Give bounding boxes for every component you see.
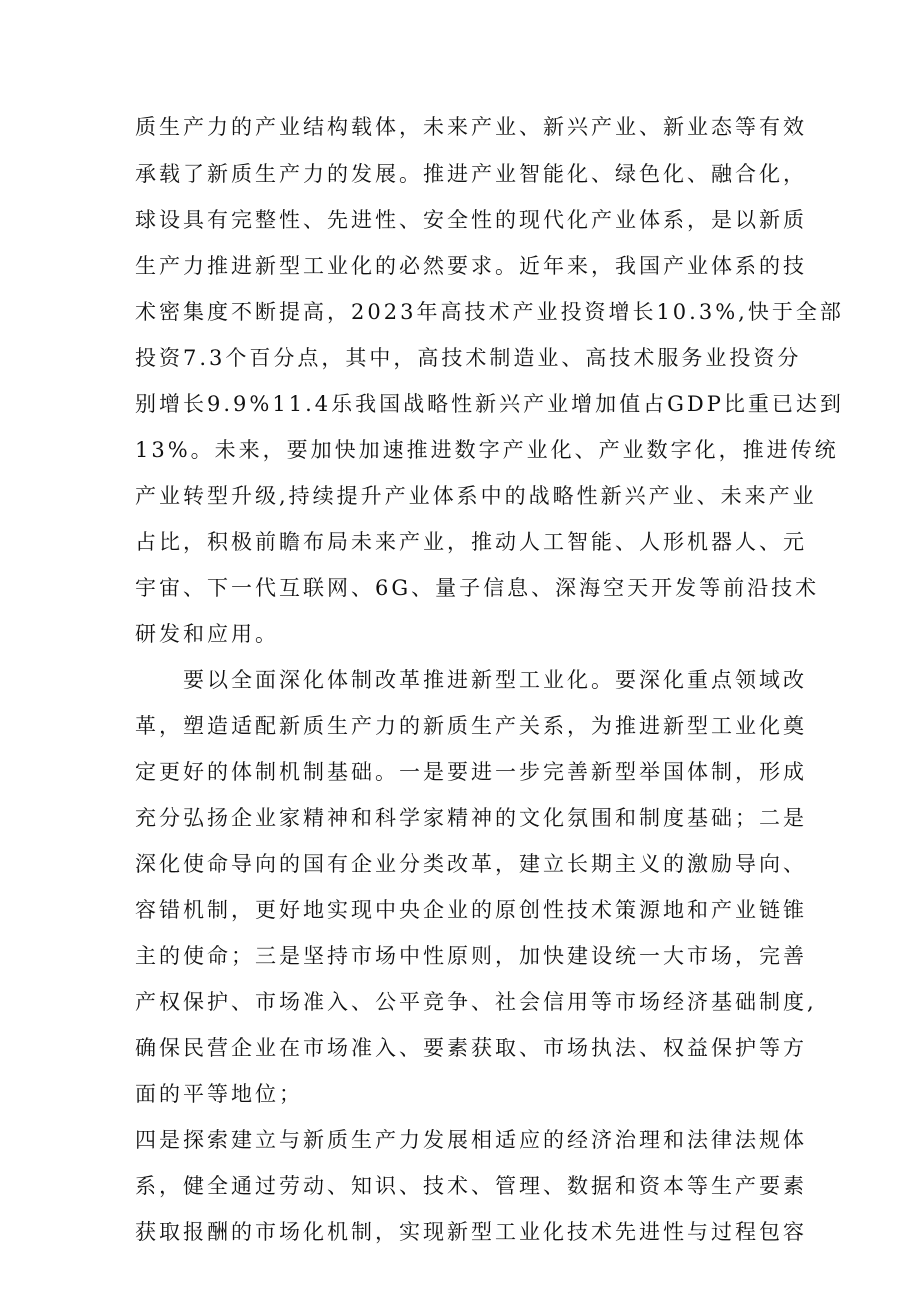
text-line: 定更好的体制机制基础。一是要进一步完善新型举国体制，形成 bbox=[135, 760, 807, 784]
text-line: 革，塑造适配新质生产力的新质生产关系，为推进新型工业化奠 bbox=[135, 714, 807, 738]
text-line: 术密集度不断提高，2023年高技术产业投资增长10.3%,快于全部 bbox=[135, 300, 844, 324]
text-line: 宇宙、下一代互联网、6G、量子信息、深海空天开发等前沿技术 bbox=[135, 576, 820, 600]
text-line: 占比，积极前瞻布局未来产业，推动人工智能、人形机器人、元 bbox=[135, 530, 807, 554]
text-line: 产业转型升级,持续提升产业体系中的战略性新兴产业、未来产业 bbox=[135, 484, 817, 508]
text-line: 四是探索建立与新质生产力发展相适应的经济治理和法律法规体 bbox=[135, 1128, 807, 1152]
text-line: 获取报酬的市场化机制，实现新型工业化技术先进性与过程包容 bbox=[135, 1220, 807, 1244]
text-line: 13%。未来，要加快加速推进数字产业化、产业数字化，推进传统 bbox=[135, 438, 839, 462]
text-line: 投资7.3个百分点，其中，高技术制造业、高技术服务业投资分 bbox=[135, 346, 802, 370]
text-line: 生产力推进新型工业化的必然要求。近年来，我国产业体系的技 bbox=[135, 254, 807, 278]
text-line: 主的使命；三是坚持市场中性原则，加快建设统一大市场，完善 bbox=[135, 944, 807, 968]
text-line: 别增长9.9%11.4乐我国战略性新兴产业增加值占GDP比重已达到 bbox=[135, 392, 844, 416]
text-line: 系，健全通过劳动、知识、技术、管理、数据和资本等生产要素 bbox=[135, 1174, 807, 1198]
text-line: 充分弘扬企业家精神和科学家精神的文化氛围和制度基础；二是 bbox=[135, 806, 807, 830]
text-line: 面的平等地位； bbox=[135, 1082, 303, 1106]
text-line: 产权保护、市场准入、公平竞争、社会信用等市场经济基础制度, bbox=[135, 990, 817, 1014]
text-line: 质生产力的产业结构载体，未来产业、新兴产业、新业态等有效 bbox=[135, 115, 807, 139]
text-line: 球设具有完整性、先进性、安全性的现代化产业体系，是以新质 bbox=[135, 208, 807, 232]
text-line: 深化使命导向的国有企业分类改革，建立长期主义的激励导向、 bbox=[135, 852, 807, 876]
paragraph-first-line: 要以全面深化体制改革推进新型工业化。要深化重点领域改 bbox=[183, 668, 807, 692]
text-line: 研发和应用。 bbox=[135, 622, 279, 646]
text-line: 承载了新质生产力的发展。推进产业智能化、绿色化、融合化， bbox=[135, 162, 807, 186]
text-line: 容错机制，更好地实现中央企业的原创性技术策源地和产业链锥 bbox=[135, 898, 807, 922]
text-line: 确保民营企业在市场准入、要素获取、市场执法、权益保护等方 bbox=[135, 1036, 807, 1060]
